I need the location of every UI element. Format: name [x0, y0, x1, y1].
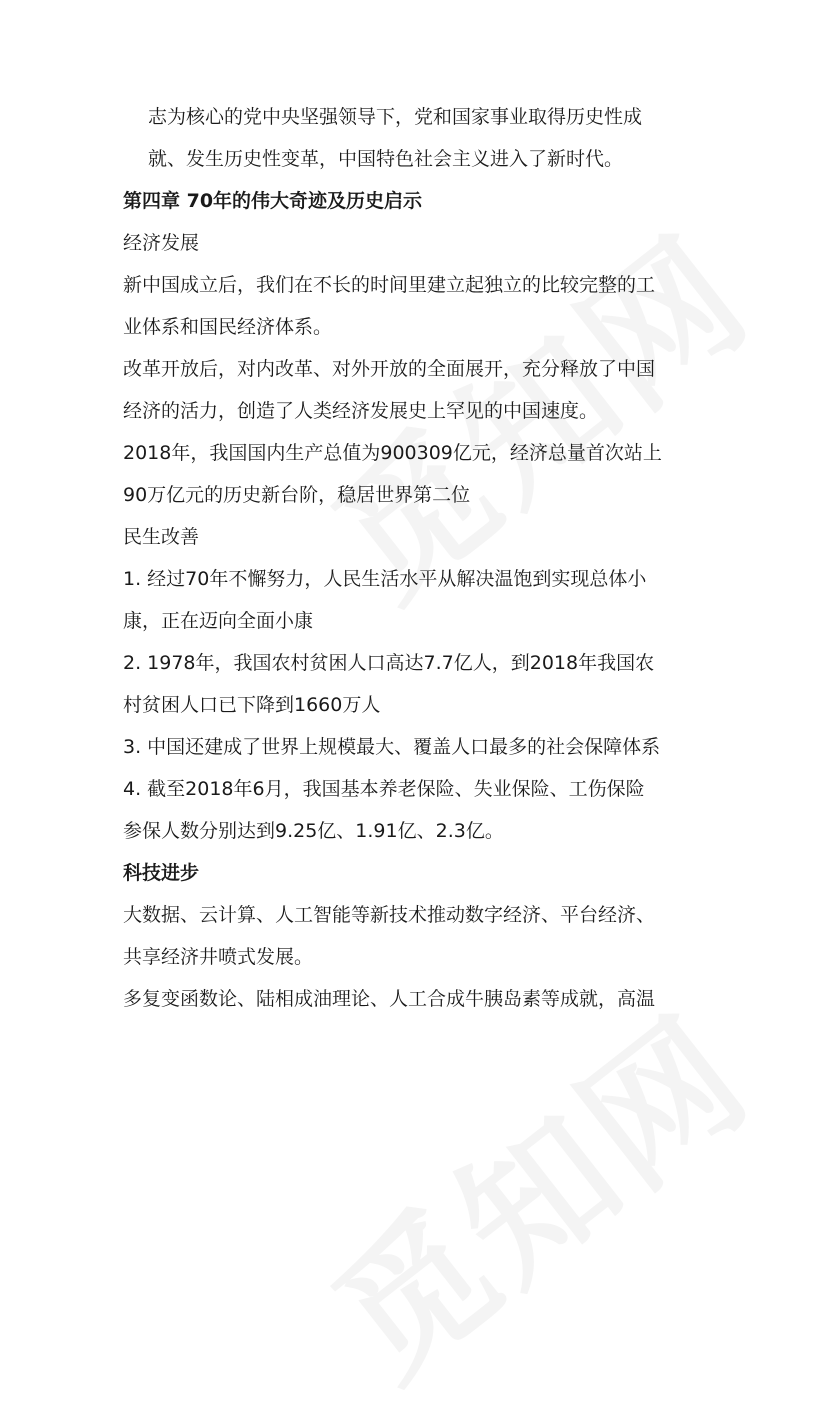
paragraph-line: 改革开放后，对内改革、对外开放的全面展开，充分释放了中国	[123, 358, 656, 380]
list-item-line: 3. 中国还建成了世界上规模最大、覆盖人口最多的社会保障体系	[123, 736, 661, 758]
list-item-line: 2. 1978年，我国农村贫困人口高达7.7亿人，到2018年我国农	[123, 652, 655, 674]
paragraph-line: 90万亿元的历史新台阶，稳居世界第二位	[123, 484, 471, 506]
section-heading-tech: 科技进步	[123, 862, 200, 884]
section-heading-livelihood: 民生改善	[123, 526, 200, 548]
paragraph-line: 多复变函数论、陆相成油理论、人工合成牛胰岛素等成就，高温	[123, 988, 656, 1010]
paragraph-line: 业体系和国民经济体系。	[123, 316, 333, 338]
paragraph-line: 2018年，我国国内生产总值为900309亿元，经济总量首次站上	[123, 442, 662, 464]
list-item-line: 村贫困人口已下降到1660万人	[123, 694, 381, 716]
list-item-line: 参保人数分别达到9.25亿、1.91亿、2.3亿。	[123, 820, 504, 842]
document-body	[123, 96, 723, 1020]
list-item-line: 4. 截至2018年6月，我国基本养老保险、失业保险、工伤保险	[123, 778, 645, 800]
intro-line: 就、发生历史性变革，中国特色社会主义进入了新时代。	[148, 148, 624, 170]
paragraph-line: 经济的活力，创造了人类经济发展史上罕见的中国速度。	[123, 400, 599, 422]
watermark	[283, 959, 785, 1417]
paragraph-line: 大数据、云计算、人工智能等新技术推动数字经济、平台经济、	[123, 904, 656, 926]
paragraph-line: 新中国成立后，我们在不长的时间里建立起独立的比较完整的工	[123, 274, 656, 296]
list-item-line: 1. 经过70年不懈努力，人民生活水平从解决温饱到实现总体小	[123, 568, 647, 590]
chapter-title: 第四章 70年的伟大奇迹及历史启示	[123, 190, 423, 212]
paragraph-line: 共享经济井喷式发展。	[123, 946, 314, 968]
list-item-line: 康，正在迈向全面小康	[123, 610, 314, 632]
intro-line: 志为核心的党中央坚强领导下，党和国家事业取得历史性成	[148, 106, 643, 128]
section-heading-economy: 经济发展	[123, 232, 200, 254]
